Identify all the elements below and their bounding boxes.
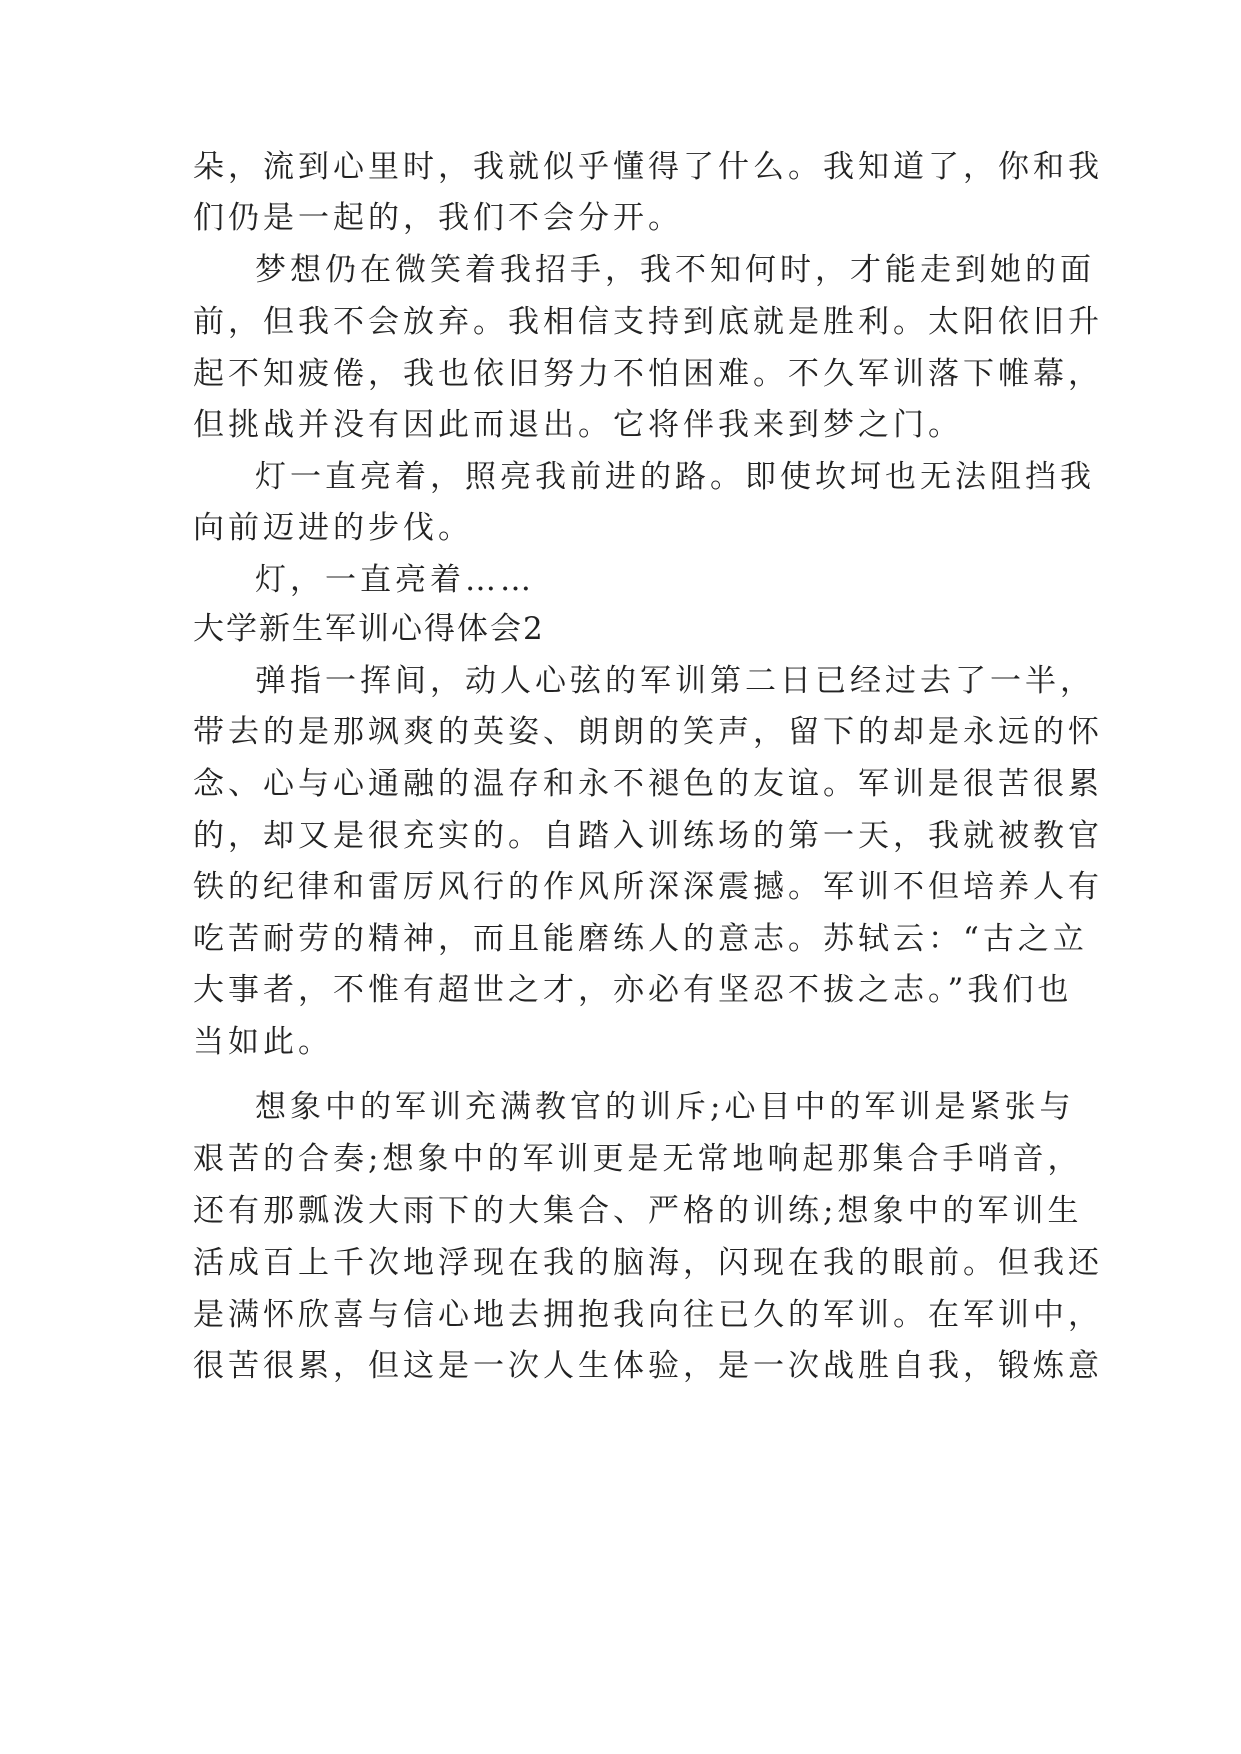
text-line: 前，但我不会放弃。我相信支持到底就是胜利。太阳依旧升	[193, 304, 1103, 340]
text-line: 们仍是一起的，我们不会分开。	[193, 200, 683, 236]
text-line: 想象中的军训充满教官的训斥;心目中的军训是紧张与	[255, 1089, 1075, 1125]
section-heading: 大学新生军训心得体会2	[193, 611, 545, 647]
text-line: 带去的是那飒爽的英姿、朗朗的笑声，留下的却是永远的怀	[193, 714, 1103, 750]
text-line: 弹指一挥间，动人心弦的军训第二日已经过去了一半，	[255, 663, 1095, 699]
text-line: 艰苦的合奏;想象中的军训更是无常地响起那集合手哨音，	[193, 1141, 1083, 1177]
text-line: 朵，流到心里时，我就似乎懂得了什么。我知道了，你和我	[193, 149, 1103, 185]
text-line: 很苦很累，但这是一次人生体验，是一次战胜自我，锻炼意	[193, 1348, 1103, 1384]
text-line: 起不知疲倦，我也依旧努力不怕困难。不久军训落下帷幕，	[193, 356, 1103, 392]
text-line: 但挑战并没有因此而退出。它将伴我来到梦之门。	[193, 407, 963, 443]
text-line: 大事者，不惟有超世之才，亦必有坚忍不拔之志。”我们也	[193, 972, 1073, 1008]
text-line: 灯，一直亮着……	[255, 562, 535, 598]
text-line: 的，却又是很充实的。自踏入训练场的第一天，我就被教官	[193, 818, 1103, 854]
text-line: 向前迈进的步伐。	[193, 510, 473, 546]
text-line: 吃苦耐劳的精神，而且能磨练人的意志。苏轼云：“古之立	[193, 921, 1088, 957]
text-line: 灯一直亮着，照亮我前进的路。即使坎坷也无法阻挡我	[255, 459, 1095, 495]
text-line: 梦想仍在微笑着我招手，我不知何时，才能走到她的面	[255, 252, 1095, 288]
text-line: 当如此。	[193, 1024, 333, 1060]
text-line: 是满怀欣喜与信心地去拥抱我向往已久的军训。在军训中，	[193, 1297, 1103, 1333]
text-line: 活成百上千次地浮现在我的脑海，闪现在我的眼前。但我还	[193, 1245, 1103, 1281]
text-line: 念、心与心通融的温存和永不褪色的友谊。军训是很苦很累	[193, 766, 1103, 802]
text-line: 铁的纪律和雷厉风行的作风所深深震撼。军训不但培养人有	[193, 869, 1103, 905]
text-line: 还有那瓢泼大雨下的大集合、严格的训练;想象中的军训生	[193, 1193, 1083, 1229]
